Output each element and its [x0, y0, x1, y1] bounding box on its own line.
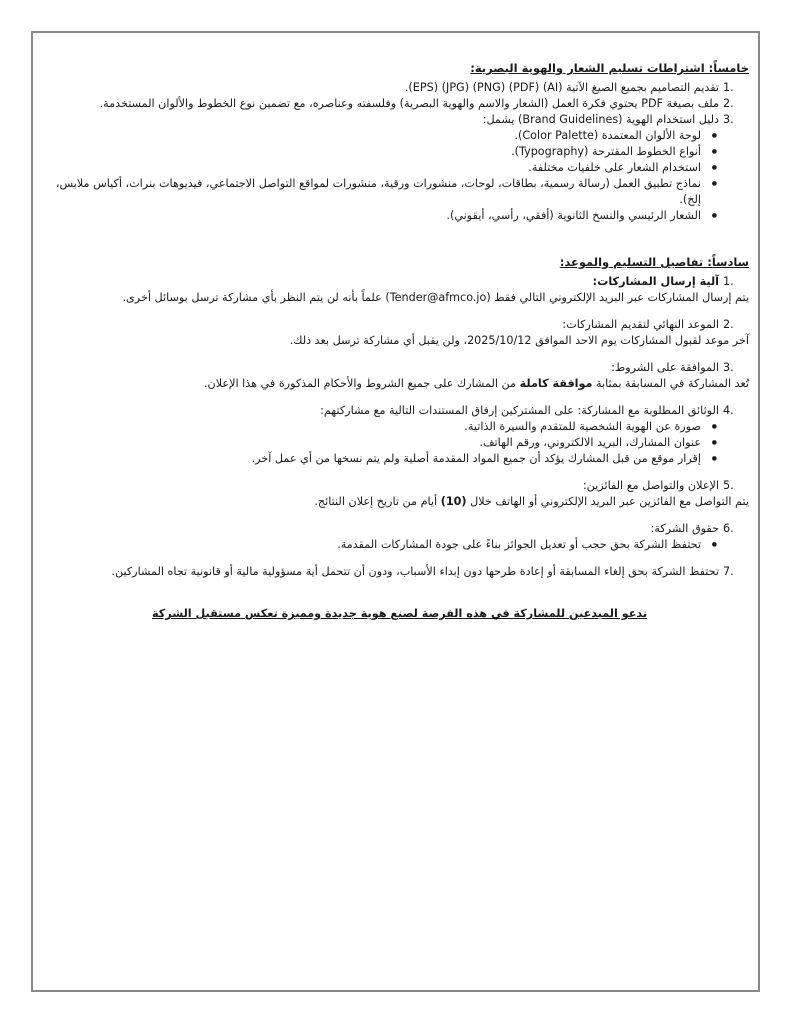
section-5-heading: خامساً: اشتراطات تسليم الشعار والهوية البصرية:	[470, 61, 749, 75]
bullet-item: ● أنواع الخطوط المقترحة (Typography).	[50, 144, 749, 160]
bullet-item: ● إقرار موقع من قبل المشارك يؤكد أن جميع المواد المقدمة أصلية ولم يتم نسخها من أي عمل آخر.	[50, 451, 749, 467]
item-text: ملف بصيغة PDF يحتوي فكرة العمل (الشعار والاسم والهوية البصرية) وفلسفته وعناصره، مع تضمين نوع الخطوط والألوان المستخدمة.	[99, 97, 719, 110]
item-title: الموافقة على الشروط:	[611, 361, 719, 374]
bullet-item: ● عنوان المشارك، البريد الالكتروني، ورقم الهاتف.	[50, 435, 749, 451]
item-title: حقوق الشركة:	[650, 522, 719, 535]
list-item	[50, 521, 749, 537]
emphasis-text: موافقة كاملة	[519, 377, 593, 390]
item-number: 2.	[723, 97, 734, 110]
list-item	[50, 317, 749, 333]
bullet-item: ● نماذج تطبيق العمل (رسالة رسمية، بطاقات، لوحات، منشورات ورقية، منشورات لمواقع التواصل الاجتماعي، فيديوهات بنرات، أكياس ملابس، إلخ).	[50, 176, 749, 208]
item-body: يتم التواصل مع الفائزين عبر البريد الإلكتروني أو الهاتف خلال (10) أيام من تاريخ إعلان النتائج.	[314, 495, 749, 508]
bullet-list	[50, 537, 749, 553]
item-number: 1.	[723, 275, 734, 288]
list-item	[50, 360, 749, 376]
closing-statement: ندعو المبدعين للمشاركة في هذه الفرصة لصنع هوية جديدة ومميزة تعكس مستقبل الشركة	[151, 607, 648, 620]
item-number: 3.	[723, 361, 734, 374]
list-item	[50, 274, 749, 290]
item-body: يتم إرسال المشاركات عبر البريد الإلكتروني التالي فقط (Tender@afmco.jo) علماً بأنه لن يتم النظر بأي مشاركة ترسل بوسائل أخرى.	[122, 291, 749, 304]
bullet-item: ● تحتفظ الشركة بحق حجب أو تعديل الجوائز بناءً على جودة المشاركات المقدمة.	[50, 537, 749, 553]
item-number: 5.	[723, 479, 734, 492]
list-item	[50, 403, 749, 419]
item-text: تحتفظ الشركة بحق إلغاء المسابقة أو إعادة طرحها دون إبداء الأسباب، ودون أن تتحمل أية مسؤولية مالية أو قانونية تجاه المشاركين.	[111, 565, 719, 578]
item-number: 3.	[723, 113, 734, 126]
document-body	[50, 60, 749, 622]
item-number: 7.	[723, 565, 734, 578]
list-item	[50, 564, 749, 580]
section-5-list	[50, 80, 749, 224]
bullet-item: ● لوحة الألوان المعتمدة (Color Palette).	[50, 128, 749, 144]
item-title: الإعلان والتواصل مع الفائزين:	[582, 479, 719, 492]
item-body: تُعد المشاركة في المسابقة بمثابة موافقة كاملة من المشارك على جميع الشروط والأحكام المذكورة في هذا الإعلان.	[203, 377, 749, 390]
bullet-item: ● الشعار الرئيسي والنسخ الثانوية (أفقي، رأسي، أيقوني).	[50, 208, 749, 224]
item-title: الوثائق المطلوبة مع المشاركة: على المشتركين إرفاق المستندات التالية مع مشاركتهم:	[320, 404, 719, 417]
item-text: دليل استخدام الهوية (Brand Guidelines) يشمل:	[482, 113, 719, 126]
item-number: 2.	[723, 318, 734, 331]
section-6-list	[50, 274, 749, 580]
item-number: 4.	[723, 404, 734, 417]
bullet-list	[50, 419, 749, 467]
item-title: الموعد النهائي لتقديم المشاركات:	[562, 318, 719, 331]
list-item	[50, 96, 749, 112]
list-item	[50, 80, 749, 96]
section-6-heading: سادساً: تفاصيل التسليم والموعد:	[559, 255, 749, 269]
list-item	[50, 112, 749, 128]
item-number: 1.	[723, 81, 734, 94]
bullet-item: ● استخدام الشعار على خلفيات مختلفة.	[50, 160, 749, 176]
list-item	[50, 478, 749, 494]
bullet-item: ● صورة عن الهوية الشخصية للمتقدم والسيرة الذاتية.	[50, 419, 749, 435]
bullet-list	[50, 128, 749, 224]
item-title: آلية إرسال المشاركات:	[592, 275, 719, 288]
item-text: تقديم التصاميم بجميع الصيغ الآتية (AI) (PDF) (PNG) (JPG) (EPS).	[404, 81, 719, 94]
item-number: 6.	[723, 522, 734, 535]
item-body: آخر موعد لقبول المشاركات يوم الاحد الموافق 2025/10/12، ولن يقبل أي مشاركة ترسل بعد ذلك.	[289, 334, 749, 347]
emphasis-text: (10)	[440, 495, 467, 508]
